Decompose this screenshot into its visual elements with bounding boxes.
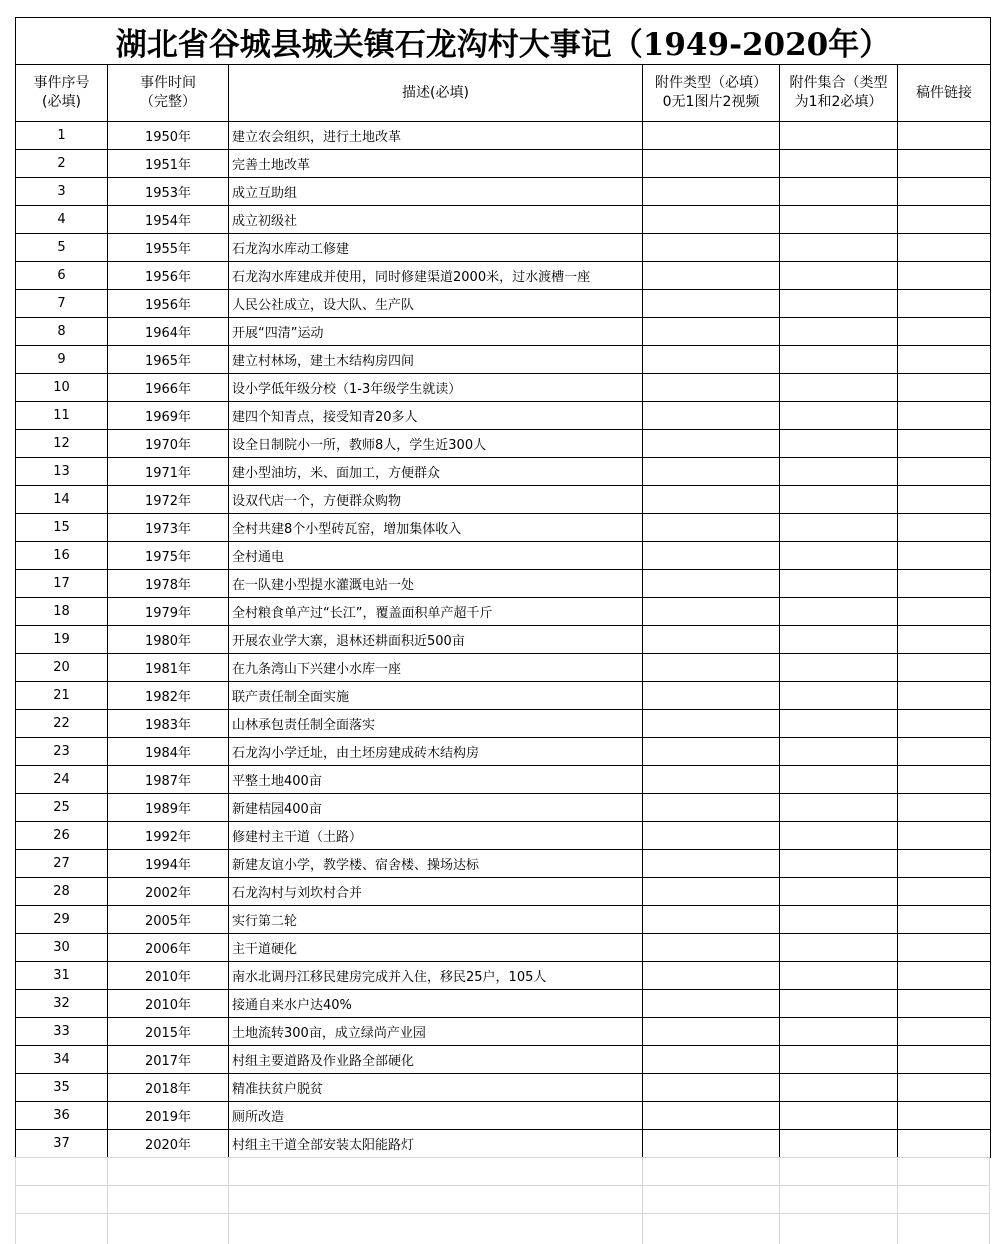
gridline-horizontal bbox=[15, 1157, 990, 1158]
cell-desc[interactable]: 成立互助组 bbox=[229, 178, 643, 206]
cell-desc[interactable]: 接通自来水户达40% bbox=[229, 990, 643, 1018]
cell-desc[interactable]: 修建村主干道（土路） bbox=[229, 822, 643, 850]
cell-link[interactable] bbox=[898, 598, 991, 626]
cell-no[interactable]: 32 bbox=[16, 990, 108, 1018]
cell-attach-set[interactable] bbox=[780, 906, 898, 934]
cell-link[interactable] bbox=[898, 794, 991, 822]
header-no-line2: (必填) bbox=[42, 94, 81, 110]
cell-link[interactable] bbox=[898, 1130, 991, 1158]
cell-no[interactable]: 15 bbox=[16, 514, 108, 542]
cell-time[interactable]: 1964年 bbox=[108, 318, 229, 346]
header-desc-text: 描述(必填) bbox=[402, 84, 469, 101]
cell-time[interactable]: 2002年 bbox=[108, 878, 229, 906]
cell-time[interactable]: 1970年 bbox=[108, 430, 229, 458]
cell-desc[interactable]: 建立村林场，建土木结构房四间 bbox=[229, 346, 643, 374]
cell-attach-set[interactable] bbox=[780, 346, 898, 374]
cell-no[interactable]: 19 bbox=[16, 626, 108, 654]
table-row bbox=[16, 402, 991, 430]
cell-link[interactable] bbox=[898, 458, 991, 486]
gridline-vertical bbox=[897, 1157, 898, 1244]
cell-attach-type[interactable] bbox=[643, 794, 780, 822]
cell-time[interactable]: 1987年 bbox=[108, 766, 229, 794]
cell-link[interactable] bbox=[898, 262, 991, 290]
cell-time[interactable]: 2005年 bbox=[108, 906, 229, 934]
cell-link[interactable] bbox=[898, 878, 991, 906]
gridline-vertical bbox=[107, 1157, 108, 1244]
cell-desc[interactable]: 新建桔园400亩 bbox=[229, 794, 643, 822]
cell-time[interactable]: 1950年 bbox=[108, 122, 229, 150]
cell-desc[interactable]: 在九条湾山下兴建小水库一座 bbox=[229, 654, 643, 682]
table-row bbox=[16, 542, 991, 570]
cell-no[interactable]: 16 bbox=[16, 542, 108, 570]
cell-link[interactable] bbox=[898, 710, 991, 738]
cell-link[interactable] bbox=[898, 1018, 991, 1046]
cell-link[interactable] bbox=[898, 934, 991, 962]
cell-attach-type[interactable] bbox=[643, 430, 780, 458]
cell-desc[interactable]: 村组主干道全部安装太阳能路灯 bbox=[229, 1130, 643, 1158]
cell-link[interactable] bbox=[898, 1074, 991, 1102]
cell-attach-set[interactable] bbox=[780, 458, 898, 486]
cell-desc[interactable]: 完善土地改革 bbox=[229, 150, 643, 178]
cell-no[interactable]: 6 bbox=[16, 262, 108, 290]
cell-attach-set[interactable] bbox=[780, 542, 898, 570]
cell-no[interactable]: 33 bbox=[16, 1018, 108, 1046]
cell-desc[interactable]: 实行第二轮 bbox=[229, 906, 643, 934]
cell-attach-set[interactable] bbox=[780, 682, 898, 710]
cell-desc[interactable]: 精准扶贫户脱贫 bbox=[229, 1074, 643, 1102]
cell-desc[interactable]: 石龙沟水库建成并使用，同时修建渠道2000米，过水渡槽一座 bbox=[229, 262, 643, 290]
cell-attach-set[interactable] bbox=[780, 1130, 898, 1158]
cell-attach-set[interactable] bbox=[780, 374, 898, 402]
header-no[interactable] bbox=[16, 65, 108, 122]
table-row bbox=[16, 598, 991, 626]
cell-link[interactable] bbox=[898, 318, 991, 346]
cell-time[interactable]: 1983年 bbox=[108, 710, 229, 738]
cell-time[interactable]: 1978年 bbox=[108, 570, 229, 598]
cell-time[interactable]: 2018年 bbox=[108, 1074, 229, 1102]
cell-no[interactable]: 9 bbox=[16, 346, 108, 374]
cell-attach-set[interactable] bbox=[780, 318, 898, 346]
cell-time[interactable]: 1951年 bbox=[108, 150, 229, 178]
cell-link[interactable] bbox=[898, 346, 991, 374]
cell-link[interactable] bbox=[898, 682, 991, 710]
cell-attach-type[interactable] bbox=[643, 962, 780, 990]
cell-attach-type[interactable] bbox=[643, 850, 780, 878]
gridline-horizontal bbox=[15, 1213, 990, 1214]
cell-link[interactable] bbox=[898, 542, 991, 570]
cell-no[interactable]: 36 bbox=[16, 1102, 108, 1130]
cell-time[interactable]: 1965年 bbox=[108, 346, 229, 374]
cell-desc[interactable]: 全村粮食单产过“长江”，覆盖面积单产超千斤 bbox=[229, 598, 643, 626]
cell-link[interactable] bbox=[898, 150, 991, 178]
cell-attach-type[interactable] bbox=[643, 262, 780, 290]
cell-link[interactable] bbox=[898, 1102, 991, 1130]
table-row bbox=[16, 990, 991, 1018]
gridline-horizontal bbox=[15, 1185, 990, 1186]
table-row bbox=[16, 514, 991, 542]
cell-attach-type[interactable] bbox=[643, 1130, 780, 1158]
cell-no[interactable]: 7 bbox=[16, 290, 108, 318]
cell-time[interactable]: 1955年 bbox=[108, 234, 229, 262]
table-row bbox=[16, 822, 991, 850]
header-attach-type-line1: 附件类型（必填） bbox=[655, 75, 767, 91]
cell-no[interactable]: 23 bbox=[16, 738, 108, 766]
cell-time[interactable]: 2019年 bbox=[108, 1102, 229, 1130]
cell-attach-set[interactable] bbox=[780, 738, 898, 766]
cell-time[interactable]: 1956年 bbox=[108, 262, 229, 290]
cell-link[interactable] bbox=[898, 1046, 991, 1074]
cell-desc[interactable]: 全村共建8个小型砖瓦窑，增加集体收入 bbox=[229, 514, 643, 542]
cell-desc[interactable]: 设双代店一个，方便群众购物 bbox=[229, 486, 643, 514]
table-row bbox=[16, 178, 991, 206]
cell-attach-type[interactable] bbox=[643, 234, 780, 262]
cell-no[interactable]: 31 bbox=[16, 962, 108, 990]
cell-attach-type[interactable] bbox=[643, 1074, 780, 1102]
cell-no[interactable]: 21 bbox=[16, 682, 108, 710]
cell-attach-set[interactable] bbox=[780, 794, 898, 822]
cell-desc[interactable]: 土地流转300亩，成立绿尚产业园 bbox=[229, 1018, 643, 1046]
cell-attach-set[interactable] bbox=[780, 962, 898, 990]
cell-link[interactable] bbox=[898, 122, 991, 150]
cell-attach-set[interactable] bbox=[780, 654, 898, 682]
cell-desc[interactable]: 山林承包责任制全面落实 bbox=[229, 710, 643, 738]
cell-time[interactable]: 1972年 bbox=[108, 486, 229, 514]
cell-attach-set[interactable] bbox=[780, 402, 898, 430]
cell-desc[interactable]: 石龙沟小学迁址，由土坯房建成砖木结构房 bbox=[229, 738, 643, 766]
cell-desc[interactable]: 石龙沟水库动工修建 bbox=[229, 234, 643, 262]
cell-no[interactable]: 2 bbox=[16, 150, 108, 178]
cell-time[interactable]: 1981年 bbox=[108, 654, 229, 682]
cell-attach-type[interactable] bbox=[643, 934, 780, 962]
cell-attach-set[interactable] bbox=[780, 234, 898, 262]
cell-desc[interactable]: 石龙沟村与刘坎村合并 bbox=[229, 878, 643, 906]
cell-attach-set[interactable] bbox=[780, 206, 898, 234]
cell-attach-type[interactable] bbox=[643, 374, 780, 402]
cell-time[interactable]: 1956年 bbox=[108, 290, 229, 318]
cell-link[interactable] bbox=[898, 178, 991, 206]
table-row bbox=[16, 794, 991, 822]
table-row bbox=[16, 934, 991, 962]
cell-attach-set[interactable] bbox=[780, 934, 898, 962]
spreadsheet bbox=[15, 17, 991, 1158]
cell-no[interactable]: 27 bbox=[16, 850, 108, 878]
cell-no[interactable]: 3 bbox=[16, 178, 108, 206]
cell-attach-type[interactable] bbox=[643, 1046, 780, 1074]
cell-attach-type[interactable] bbox=[643, 570, 780, 598]
cell-no[interactable]: 8 bbox=[16, 318, 108, 346]
cell-no[interactable]: 24 bbox=[16, 766, 108, 794]
cell-attach-type[interactable] bbox=[643, 458, 780, 486]
table-row bbox=[16, 906, 991, 934]
table-row bbox=[16, 458, 991, 486]
table-row bbox=[16, 570, 991, 598]
cell-link[interactable] bbox=[898, 962, 991, 990]
table-row bbox=[16, 766, 991, 794]
table-row bbox=[16, 626, 991, 654]
cell-attach-type[interactable] bbox=[643, 990, 780, 1018]
cell-desc[interactable]: 建四个知青点，接受知青20多人 bbox=[229, 402, 643, 430]
cell-no[interactable]: 35 bbox=[16, 1074, 108, 1102]
cell-attach-type[interactable] bbox=[643, 542, 780, 570]
table-row bbox=[16, 1018, 991, 1046]
cell-attach-set[interactable] bbox=[780, 486, 898, 514]
cell-link[interactable] bbox=[898, 822, 991, 850]
cell-attach-type[interactable] bbox=[643, 206, 780, 234]
cell-time[interactable]: 1989年 bbox=[108, 794, 229, 822]
cell-no[interactable]: 25 bbox=[16, 794, 108, 822]
cell-desc[interactable]: 平整土地400亩 bbox=[229, 766, 643, 794]
table-row bbox=[16, 486, 991, 514]
cell-no[interactable]: 20 bbox=[16, 654, 108, 682]
table-row bbox=[16, 430, 991, 458]
cell-no[interactable]: 14 bbox=[16, 486, 108, 514]
header-attach-type-line2: 0无1图片2视频 bbox=[662, 94, 760, 110]
cell-time[interactable]: 1979年 bbox=[108, 598, 229, 626]
cell-time[interactable]: 1975年 bbox=[108, 542, 229, 570]
gridline-vertical bbox=[15, 1157, 16, 1244]
cell-desc[interactable]: 开展农业学大寨，退林还耕面积近500亩 bbox=[229, 626, 643, 654]
cell-attach-set[interactable] bbox=[780, 430, 898, 458]
cell-attach-type[interactable] bbox=[643, 486, 780, 514]
table-row bbox=[16, 234, 991, 262]
empty-grid-area bbox=[15, 1157, 990, 1244]
header-desc[interactable] bbox=[229, 65, 643, 122]
header-link-text: 稿件链接 bbox=[916, 84, 973, 101]
cell-attach-type[interactable] bbox=[643, 878, 780, 906]
table-row bbox=[16, 682, 991, 710]
cell-no[interactable]: 4 bbox=[16, 206, 108, 234]
cell-time[interactable]: 2010年 bbox=[108, 962, 229, 990]
gridline-vertical bbox=[228, 1157, 229, 1244]
table-row bbox=[16, 1046, 991, 1074]
cell-attach-set[interactable] bbox=[780, 990, 898, 1018]
cell-link[interactable] bbox=[898, 570, 991, 598]
cell-no[interactable]: 29 bbox=[16, 906, 108, 934]
cell-attach-type[interactable] bbox=[643, 626, 780, 654]
cell-time[interactable]: 1984年 bbox=[108, 738, 229, 766]
cell-link[interactable] bbox=[898, 766, 991, 794]
cell-desc[interactable]: 在一队建小型提水灌溉电站一处 bbox=[229, 570, 643, 598]
cell-attach-type[interactable] bbox=[643, 318, 780, 346]
cell-link[interactable] bbox=[898, 906, 991, 934]
cell-no[interactable]: 26 bbox=[16, 822, 108, 850]
cell-no[interactable]: 17 bbox=[16, 570, 108, 598]
cell-desc[interactable]: 村组主要道路及作业路全部硬化 bbox=[229, 1046, 643, 1074]
cell-attach-type[interactable] bbox=[643, 710, 780, 738]
cell-no[interactable]: 11 bbox=[16, 402, 108, 430]
cell-time[interactable]: 2015年 bbox=[108, 1018, 229, 1046]
cell-attach-type[interactable] bbox=[643, 514, 780, 542]
cell-attach-type[interactable] bbox=[643, 766, 780, 794]
cell-attach-set[interactable] bbox=[780, 262, 898, 290]
cell-link[interactable] bbox=[898, 402, 991, 430]
table-row bbox=[16, 1074, 991, 1102]
cell-attach-set[interactable] bbox=[780, 178, 898, 206]
cell-time[interactable]: 2010年 bbox=[108, 990, 229, 1018]
cell-desc[interactable]: 新建友谊小学，教学楼、宿舍楼、操场达标 bbox=[229, 850, 643, 878]
cell-desc[interactable]: 南水北调丹江移民建房完成并入住，移民25户，105人 bbox=[229, 962, 643, 990]
cell-attach-set[interactable] bbox=[780, 710, 898, 738]
header-time-line1: 事件时间 bbox=[140, 75, 196, 91]
cell-link[interactable] bbox=[898, 234, 991, 262]
cell-attach-set[interactable] bbox=[780, 626, 898, 654]
cell-no[interactable]: 28 bbox=[16, 878, 108, 906]
cell-attach-set[interactable] bbox=[780, 598, 898, 626]
cell-link[interactable] bbox=[898, 290, 991, 318]
header-attach-set[interactable] bbox=[780, 65, 898, 122]
table-row bbox=[16, 122, 991, 150]
cell-link[interactable] bbox=[898, 626, 991, 654]
cell-no[interactable]: 30 bbox=[16, 934, 108, 962]
cell-link[interactable] bbox=[898, 430, 991, 458]
table-row bbox=[16, 206, 991, 234]
cell-link[interactable] bbox=[898, 206, 991, 234]
cell-attach-type[interactable] bbox=[643, 822, 780, 850]
cell-attach-type[interactable] bbox=[643, 402, 780, 430]
cell-link[interactable] bbox=[898, 374, 991, 402]
header-time-line2: （完整） bbox=[140, 94, 196, 110]
header-link[interactable] bbox=[898, 65, 991, 122]
cell-desc[interactable]: 人民公社成立，设大队、生产队 bbox=[229, 290, 643, 318]
cell-attach-set[interactable] bbox=[780, 822, 898, 850]
cell-attach-type[interactable] bbox=[643, 906, 780, 934]
cell-time[interactable]: 1994年 bbox=[108, 850, 229, 878]
gridline-vertical bbox=[642, 1157, 643, 1244]
cell-time[interactable]: 1971年 bbox=[108, 458, 229, 486]
table-row bbox=[16, 346, 991, 374]
cell-attach-set[interactable] bbox=[780, 850, 898, 878]
header-attach-type[interactable] bbox=[643, 65, 780, 122]
cell-attach-type[interactable] bbox=[643, 654, 780, 682]
cell-attach-type[interactable] bbox=[643, 346, 780, 374]
cell-desc[interactable]: 主干道硬化 bbox=[229, 934, 643, 962]
cell-attach-type[interactable] bbox=[643, 738, 780, 766]
cell-attach-type[interactable] bbox=[643, 290, 780, 318]
cell-no[interactable]: 13 bbox=[16, 458, 108, 486]
cell-no[interactable]: 18 bbox=[16, 598, 108, 626]
table-row bbox=[16, 878, 991, 906]
cell-desc[interactable]: 设小学低年级分校（1-3年级学生就读） bbox=[229, 374, 643, 402]
table-row bbox=[16, 318, 991, 346]
table-row bbox=[16, 850, 991, 878]
table-row bbox=[16, 738, 991, 766]
header-no-line1: 事件序号 bbox=[33, 75, 90, 91]
cell-time[interactable]: 1953年 bbox=[108, 178, 229, 206]
cell-desc[interactable]: 厕所改造 bbox=[229, 1102, 643, 1130]
cell-no[interactable]: 34 bbox=[16, 1046, 108, 1074]
cell-no[interactable]: 37 bbox=[16, 1130, 108, 1158]
table-row bbox=[16, 710, 991, 738]
cell-attach-set[interactable] bbox=[780, 514, 898, 542]
cell-time[interactable]: 1966年 bbox=[108, 374, 229, 402]
table-row bbox=[16, 962, 991, 990]
table-row bbox=[16, 1102, 991, 1130]
cell-time[interactable]: 1982年 bbox=[108, 682, 229, 710]
cell-link[interactable] bbox=[898, 654, 991, 682]
header-time[interactable] bbox=[108, 65, 229, 122]
cell-attach-type[interactable] bbox=[643, 178, 780, 206]
cell-time[interactable]: 1992年 bbox=[108, 822, 229, 850]
table-row bbox=[16, 374, 991, 402]
cell-attach-set[interactable] bbox=[780, 290, 898, 318]
table-row bbox=[16, 654, 991, 682]
cell-no[interactable]: 22 bbox=[16, 710, 108, 738]
gridline-vertical bbox=[779, 1157, 780, 1244]
cell-attach-type[interactable] bbox=[643, 598, 780, 626]
cell-attach-type[interactable] bbox=[643, 1018, 780, 1046]
cell-attach-type[interactable] bbox=[643, 122, 780, 150]
cell-attach-set[interactable] bbox=[780, 878, 898, 906]
cell-attach-set[interactable] bbox=[780, 766, 898, 794]
cell-no[interactable]: 10 bbox=[16, 374, 108, 402]
cell-no[interactable]: 12 bbox=[16, 430, 108, 458]
cell-time[interactable]: 1969年 bbox=[108, 402, 229, 430]
events-table bbox=[15, 17, 991, 1158]
cell-attach-set[interactable] bbox=[780, 1074, 898, 1102]
header-attach-set-line1: 附件集合（类型 bbox=[789, 75, 888, 91]
cell-link[interactable] bbox=[898, 738, 991, 766]
cell-no[interactable]: 1 bbox=[16, 122, 108, 150]
cell-desc[interactable]: 建小型油坊，米、面加工，方便群众 bbox=[229, 458, 643, 486]
cell-desc[interactable]: 联产责任制全面实施 bbox=[229, 682, 643, 710]
cell-attach-type[interactable] bbox=[643, 150, 780, 178]
table-row bbox=[16, 262, 991, 290]
cell-time[interactable]: 1973年 bbox=[108, 514, 229, 542]
header-attach-set-line2: 为1和2必填） bbox=[794, 94, 883, 110]
cell-time[interactable]: 1954年 bbox=[108, 206, 229, 234]
cell-desc[interactable]: 建立农会组织，进行土地改革 bbox=[229, 122, 643, 150]
cell-attach-set[interactable] bbox=[780, 122, 898, 150]
table-row bbox=[16, 150, 991, 178]
cell-attach-set[interactable] bbox=[780, 1046, 898, 1074]
cell-link[interactable] bbox=[898, 990, 991, 1018]
cell-time[interactable]: 2020年 bbox=[108, 1130, 229, 1158]
header-row bbox=[16, 65, 991, 122]
cell-desc[interactable]: 设全日制院小一所，教师8人，学生近300人 bbox=[229, 430, 643, 458]
cell-time[interactable]: 1980年 bbox=[108, 626, 229, 654]
table-row bbox=[16, 1130, 991, 1158]
page-title[interactable]: 湖北省谷城县城关镇石龙沟村大事记（1949-2020年） bbox=[16, 18, 991, 65]
cell-link[interactable] bbox=[898, 486, 991, 514]
cell-link[interactable] bbox=[898, 514, 991, 542]
cell-attach-type[interactable] bbox=[643, 682, 780, 710]
cell-time[interactable]: 2017年 bbox=[108, 1046, 229, 1074]
cell-attach-set[interactable] bbox=[780, 1102, 898, 1130]
cell-attach-type[interactable] bbox=[643, 1102, 780, 1130]
cell-desc[interactable]: 开展“四清”运动 bbox=[229, 318, 643, 346]
cell-link[interactable] bbox=[898, 850, 991, 878]
cell-desc[interactable]: 成立初级社 bbox=[229, 206, 643, 234]
cell-no[interactable]: 5 bbox=[16, 234, 108, 262]
gridline-vertical bbox=[989, 1157, 990, 1244]
cell-desc[interactable]: 全村通电 bbox=[229, 542, 643, 570]
table-row bbox=[16, 290, 991, 318]
cell-time[interactable]: 2006年 bbox=[108, 934, 229, 962]
cell-attach-set[interactable] bbox=[780, 150, 898, 178]
cell-attach-set[interactable] bbox=[780, 1018, 898, 1046]
cell-attach-set[interactable] bbox=[780, 570, 898, 598]
